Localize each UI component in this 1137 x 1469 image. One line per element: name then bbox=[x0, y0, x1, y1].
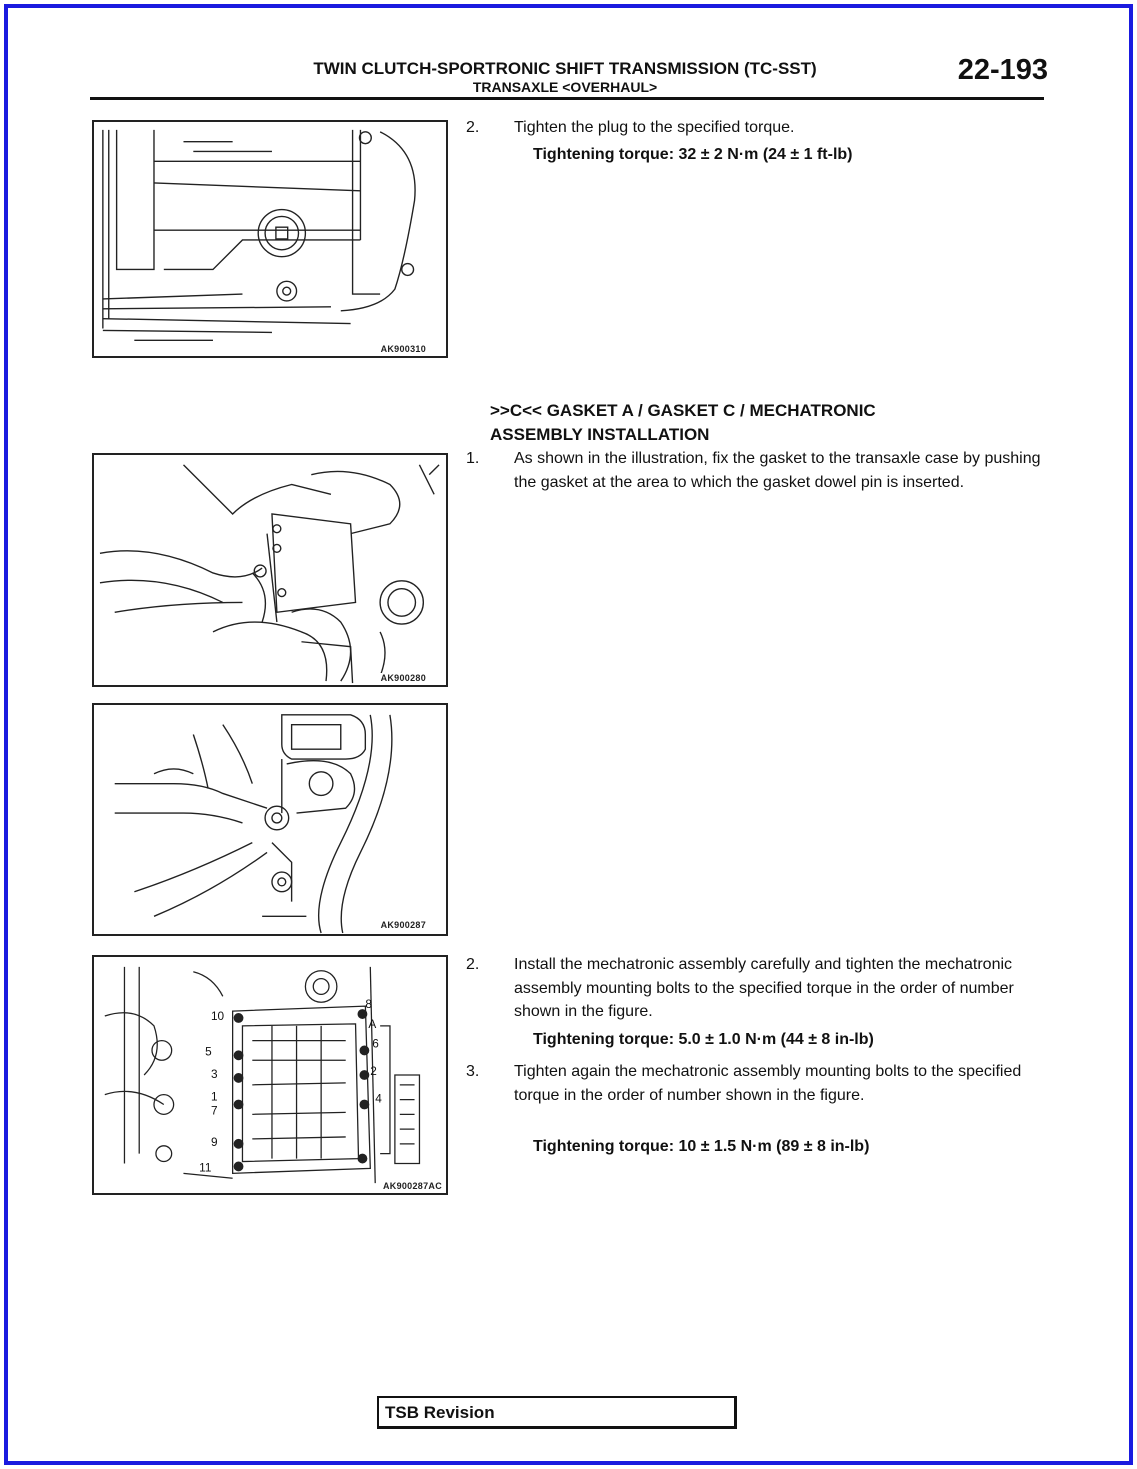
torque-spec-second: Tightening torque: 10 ± 1.5 N·m (89 ± 8 in-lb) bbox=[533, 1138, 870, 1155]
tsb-revision-box: TSB Revision bbox=[377, 1396, 737, 1429]
step-text: Tighten again the mechatronic assembly mounting bolts to the specified torque in the order of number shown in the figure. bbox=[514, 1063, 1022, 1104]
callout-label: 5 bbox=[205, 1044, 212, 1059]
figure-code: AK900287 bbox=[380, 920, 426, 930]
step-number: 2. bbox=[466, 119, 480, 136]
step-3-mechatronic bbox=[466, 1060, 1059, 1107]
page-title: TWIN CLUTCH-SPORTRONIC SHIFT TRANSMISSION (TC-SST) bbox=[313, 59, 817, 78]
figure-code: AK900287AC bbox=[382, 1181, 442, 1191]
figure-gasket-fit-illustration bbox=[92, 703, 448, 936]
gasket-fit-illustration bbox=[94, 705, 446, 934]
step-number: 3. bbox=[466, 1063, 480, 1080]
figure-code: AK900310 bbox=[380, 344, 426, 354]
figure-gasket-illustration bbox=[92, 453, 448, 687]
bolt-order-illustration bbox=[94, 957, 446, 1193]
torque-spec-plug: Tightening torque: 32 ± 2 N·m (24 ± 1 ft-lb) bbox=[533, 146, 853, 163]
callout-label: A bbox=[368, 1016, 377, 1031]
callout-label: 3 bbox=[211, 1066, 218, 1081]
step-text: Tighten the plug to the specified torque. bbox=[514, 119, 795, 136]
callout-label: 2 bbox=[370, 1064, 377, 1078]
section-heading-line2: ASSEMBLY INSTALLATION bbox=[490, 425, 710, 444]
callout-label: 7 bbox=[211, 1103, 218, 1118]
step-text: Install the mechatronic assembly carefully and tighten the mechatronic assembly mounting bolts to the specified torque in the order of number shown in the figure. bbox=[514, 956, 1014, 1020]
step-number: 1. bbox=[466, 450, 480, 467]
page-number: 22-193 bbox=[957, 54, 1048, 86]
step-text: As shown in the illustration, fix the gasket to the transaxle case by pushing the gasket at the area to which the gasket dowel pin is inserted. bbox=[514, 450, 1041, 491]
callout-label: 11 bbox=[199, 1160, 212, 1175]
callout-label: 9 bbox=[211, 1134, 218, 1149]
callout-label: 1 bbox=[211, 1089, 218, 1104]
plug-illustration bbox=[94, 122, 446, 356]
header-rule bbox=[90, 97, 1044, 100]
gasket-illustration bbox=[94, 455, 446, 685]
callout-label: 6 bbox=[372, 1036, 379, 1051]
section-heading-line1: >>C<< GASKET A / GASKET C / MECHATRONIC bbox=[490, 401, 876, 420]
callout-label: 4 bbox=[375, 1091, 382, 1106]
callout-label: 10 bbox=[211, 1008, 225, 1023]
step-1-gasket bbox=[466, 447, 1062, 494]
callout-label: 8 bbox=[365, 997, 372, 1012]
step-2-mechatronic bbox=[466, 953, 1059, 1024]
page-subtitle: TRANSAXLE <OVERHAUL> bbox=[472, 79, 658, 95]
step-number: 2. bbox=[466, 956, 480, 973]
step-2-plug bbox=[466, 116, 1074, 140]
figure-code: AK900280 bbox=[380, 673, 426, 683]
section-heading bbox=[490, 399, 1050, 447]
figure-bolt-order-illustration bbox=[92, 955, 448, 1195]
torque-spec-first: Tightening torque: 5.0 ± 1.0 N·m (44 ± 8 in-lb) bbox=[533, 1031, 874, 1048]
figure-plug-illustration bbox=[92, 120, 448, 358]
